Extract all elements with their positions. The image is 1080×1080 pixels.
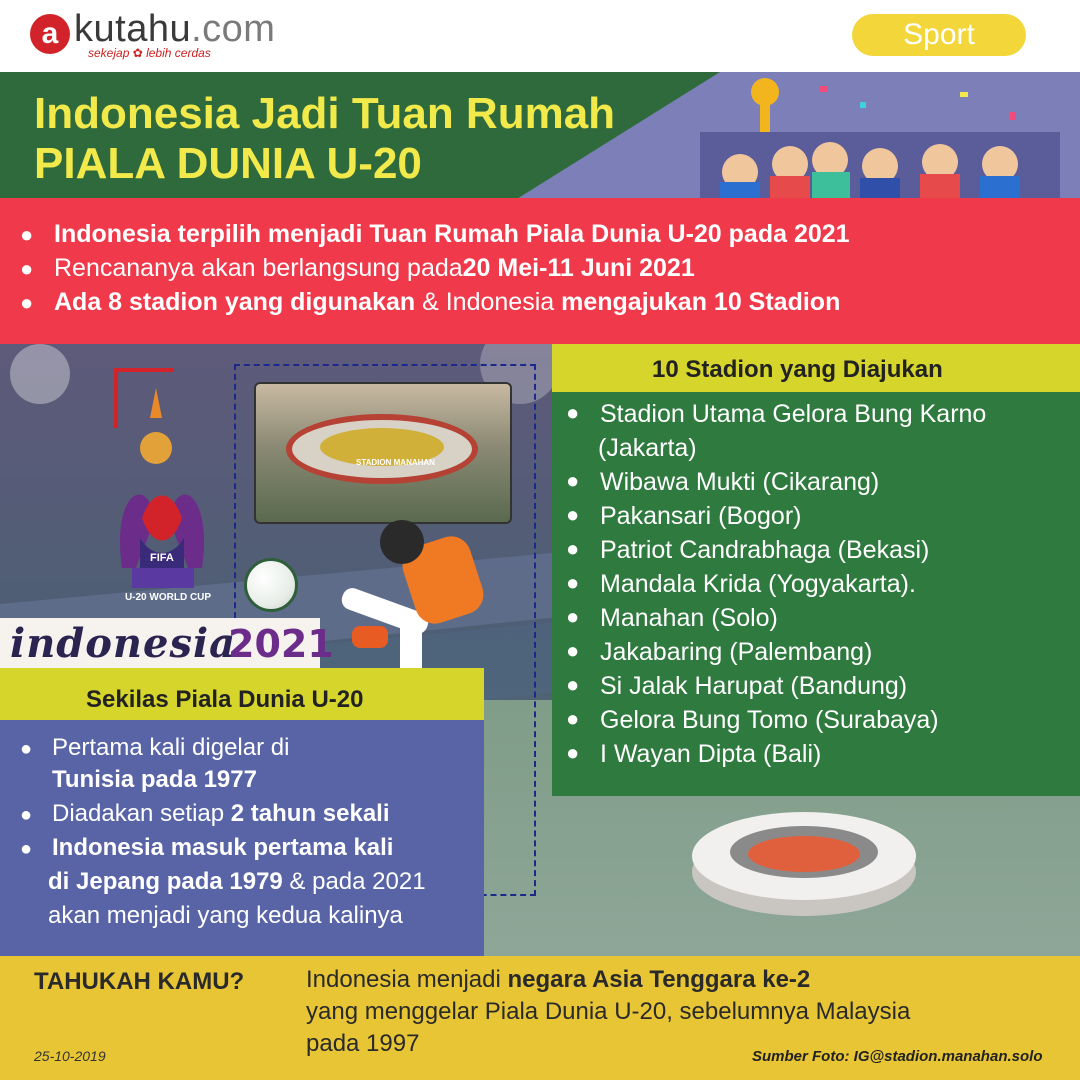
- overview-text: Diadakan setiap: [52, 800, 231, 827]
- list-item: [566, 604, 778, 633]
- photo-source: Sumber Foto: IG@stadion.manahan.solo: [752, 1048, 1043, 1065]
- highlight-item-3: [20, 288, 840, 317]
- overview-item-2: [20, 800, 390, 828]
- overview-text-bold: 2 tahun sekali: [230, 800, 390, 827]
- highlight-item-2: [20, 254, 695, 283]
- logo-domain: .com: [191, 8, 276, 50]
- fact-line-3: pada 1997: [306, 1030, 420, 1057]
- overview-text-bold: di Jepang pada 1979: [48, 868, 283, 895]
- bullet: ●: [20, 838, 33, 860]
- highlight-text: & Indonesia: [415, 288, 562, 316]
- highlight-text-bold: 20 Mei-11 Juni 2021: [462, 254, 695, 282]
- bullet: ●: [566, 604, 580, 629]
- stadium-name: Manahan (Solo): [600, 604, 778, 632]
- page-title-line1: Indonesia Jadi Tuan Rumah: [34, 89, 616, 138]
- bullet: ●: [20, 255, 34, 281]
- bullet: ●: [20, 289, 34, 315]
- page-title-line2: PIALA DUNIA U-20: [34, 139, 422, 188]
- overview-item-1-cont: [52, 766, 257, 794]
- list-item: [566, 400, 986, 429]
- stadium-name: Stadion Utama Gelora Bung Karno: [600, 400, 987, 428]
- overview-text: akan menjadi yang kedua kalinya: [48, 902, 403, 929]
- bullet: ●: [566, 740, 580, 765]
- overview-text: & pada 2021: [282, 868, 426, 895]
- bullet: ●: [566, 672, 580, 697]
- overview-item-3-cont: [48, 868, 426, 896]
- event-label: U-20 WORLD CUP: [124, 592, 212, 603]
- list-item: [566, 706, 939, 735]
- list-item: [566, 570, 916, 599]
- overview-item-1: [20, 734, 289, 762]
- player-shoe: [352, 626, 388, 648]
- bullet: ●: [20, 738, 33, 760]
- bullet: ●: [566, 400, 580, 425]
- host-wordmark: indonesia: [10, 620, 237, 667]
- host-year: 2021: [228, 622, 334, 666]
- bullet: ●: [566, 706, 580, 731]
- logo-name: kutahu: [74, 8, 192, 50]
- stadium-name: Si Jalak Harupat (Bandung): [600, 672, 908, 700]
- bullet: ●: [566, 468, 580, 493]
- list-item: [566, 638, 872, 667]
- logo-wordmark[interactable]: [74, 8, 275, 51]
- bullet: ●: [566, 502, 580, 527]
- stadium-name: Pakansari (Bogor): [600, 502, 802, 530]
- did-you-know-label: TAHUKAH KAMU?: [34, 968, 245, 995]
- overview-item-3: [20, 834, 393, 862]
- bullet: ●: [20, 221, 34, 247]
- stadium-list-title: 10 Stadion yang Diajukan: [652, 356, 943, 383]
- overview-text-bold: Indonesia masuk pertama kali: [52, 834, 394, 861]
- bullet: ●: [20, 804, 33, 826]
- highlight-text-bold: Indonesia terpilih menjadi Tuan Rumah Piala Dunia U-20 pada 2021: [54, 220, 850, 248]
- stadium-name: I Wayan Dipta (Bali): [600, 740, 822, 768]
- publish-date: 25-10-2019: [34, 1048, 106, 1064]
- highlight-item-1: [20, 220, 850, 249]
- stadium-name: Gelora Bung Tomo (Surabaya): [600, 706, 939, 734]
- bullet: ●: [566, 570, 580, 595]
- list-item: [566, 468, 879, 497]
- category-badge[interactable]: Sport: [852, 14, 1026, 56]
- bullet: ●: [566, 638, 580, 663]
- overview-item-3-cont2: [48, 902, 403, 930]
- stadium-name: Jakabaring (Palembang): [600, 638, 873, 666]
- list-item-cont: [598, 434, 697, 463]
- list-item: [566, 536, 929, 565]
- highlight-text: Rencananya akan berlangsung pada: [54, 254, 463, 282]
- stadium-photo-label: STADION MANAHAN: [356, 458, 435, 467]
- stadium-name: Wibawa Mukti (Cikarang): [600, 468, 880, 496]
- highlight-text-bold: Ada 8 stadion yang digunakan: [54, 288, 416, 316]
- overview-text: Pertama kali digelar di: [52, 734, 290, 761]
- stadium-name: Patriot Candrabhaga (Bekasi): [600, 536, 930, 564]
- list-item: [566, 740, 821, 769]
- fact-text-bold: negara Asia Tenggara ke-2: [507, 966, 811, 993]
- logo-mark[interactable]: a: [30, 14, 70, 54]
- list-item: [566, 672, 907, 701]
- fact-line-2: yang menggelar Piala Dunia U-20, sebelumnya Malaysia: [306, 998, 911, 1025]
- fact-line-1: [306, 964, 910, 996]
- overview-text-bold: Tunisia pada 1977: [52, 766, 257, 793]
- overview-title: Sekilas Piala Dunia U-20: [86, 686, 364, 713]
- stadium-city: (Jakarta): [598, 434, 697, 462]
- fact-text: Indonesia menjadi: [306, 966, 508, 993]
- logo-tagline: sekejap ✿ lebih cerdas: [88, 46, 211, 60]
- fifa-label: FIFA: [150, 552, 174, 564]
- stadium-name: Mandala Krida (Yogyakarta).: [600, 570, 916, 598]
- soccer-ball-icon: [244, 558, 298, 612]
- bullet: ●: [566, 536, 580, 561]
- player-head: [380, 520, 424, 564]
- stadium-icon: [688, 800, 920, 920]
- highlight-text-bold: mengajukan 10 Stadion: [561, 288, 841, 316]
- world-cup-emblem-icon: [112, 368, 218, 628]
- list-item: [566, 502, 801, 531]
- did-you-know-text: [306, 964, 910, 1060]
